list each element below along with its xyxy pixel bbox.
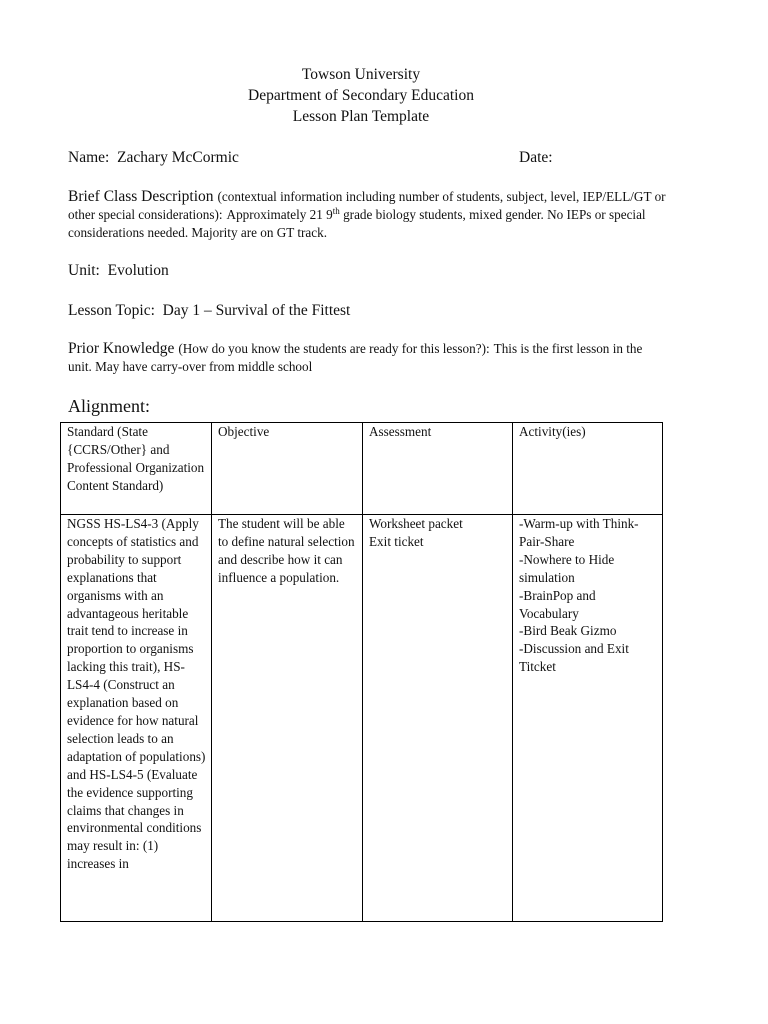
standard-cell: NGSS HS-LS4-3 (Apply concepts of statistics and probability to support explanations that organisms with an advantageous heritable trait tend to increase in proportion to organisms lacking this trait), HS-LS4-4 (Construct an explanation based on evidence for how natural selection leads to an adaptation of populations) and HS-LS4-5 (Evaluate the evidence supporting claims that changes in environmental conditions may result in: (1) increases in	[61, 515, 212, 922]
template-title: Lesson Plan Template	[292, 108, 430, 125]
column-header-activities: Activity(ies)	[513, 423, 663, 515]
unit-label: Unit:	[68, 262, 100, 279]
activity-item: -Bird Beak Gizmo	[519, 623, 617, 639]
prior-knowledge	[68, 340, 668, 376]
unit-line	[68, 261, 169, 281]
alignment-table	[60, 422, 663, 922]
activities-cell	[513, 515, 663, 922]
column-header-standard: Standard (State {CCRS/Other} and Professional Organization Content Standard)	[61, 423, 212, 515]
assessment-item: Exit ticket	[369, 533, 424, 549]
table-header-row	[61, 423, 663, 515]
activity-item: -Nowhere to Hide simulation	[519, 551, 615, 585]
name-label: Name:	[68, 149, 110, 166]
unit-value: Evolution	[107, 262, 169, 279]
table-row	[61, 515, 663, 922]
name-value: Zachary McCormic	[117, 149, 239, 166]
class-description-label: Brief Class Description	[68, 188, 214, 205]
prior-knowledge-label: Prior Knowledge	[68, 340, 175, 357]
prior-knowledge-hint: (How do you know the students are ready for this lesson?):	[178, 341, 490, 356]
assessment-item: Worksheet packet	[369, 516, 463, 531]
class-description	[68, 188, 668, 242]
department-name: Department of Secondary Education	[248, 87, 474, 104]
date-label: Date:	[519, 149, 553, 166]
alignment-title: Alignment:	[68, 396, 150, 416]
class-description-hint: (contextual information including number of students, subject, level, IEP/ELL/GT or other special considerations):	[68, 189, 666, 222]
document-header	[0, 64, 722, 127]
lesson-topic-label: Lesson Topic:	[68, 302, 155, 319]
activity-item: -Warm-up with Think-Pair-Share	[519, 516, 639, 549]
objective-cell: The student will be able to define natural selection and describe how it can influence a population.	[212, 515, 363, 922]
lesson-topic-value: Day 1 – Survival of the Fittest	[162, 302, 351, 319]
activity-item: -BrainPop and Vocabulary	[519, 587, 596, 621]
activity-item: -Discussion and Exit Titcket	[519, 641, 629, 675]
university-name: Towson University	[301, 66, 421, 83]
name-line	[68, 148, 239, 168]
lesson-topic-line	[68, 301, 350, 321]
column-header-objective: Objective	[212, 423, 363, 515]
assessment-cell	[363, 515, 513, 922]
class-description-text: Approximately 21 9th grade biology students, mixed gender. No IEPs or special considerations needed. Majority are on GT track.	[68, 206, 646, 240]
prior-knowledge-text: This is the first lesson in the unit. May have carry-over from middle school	[68, 341, 643, 374]
column-header-assessment: Assessment	[363, 423, 513, 515]
